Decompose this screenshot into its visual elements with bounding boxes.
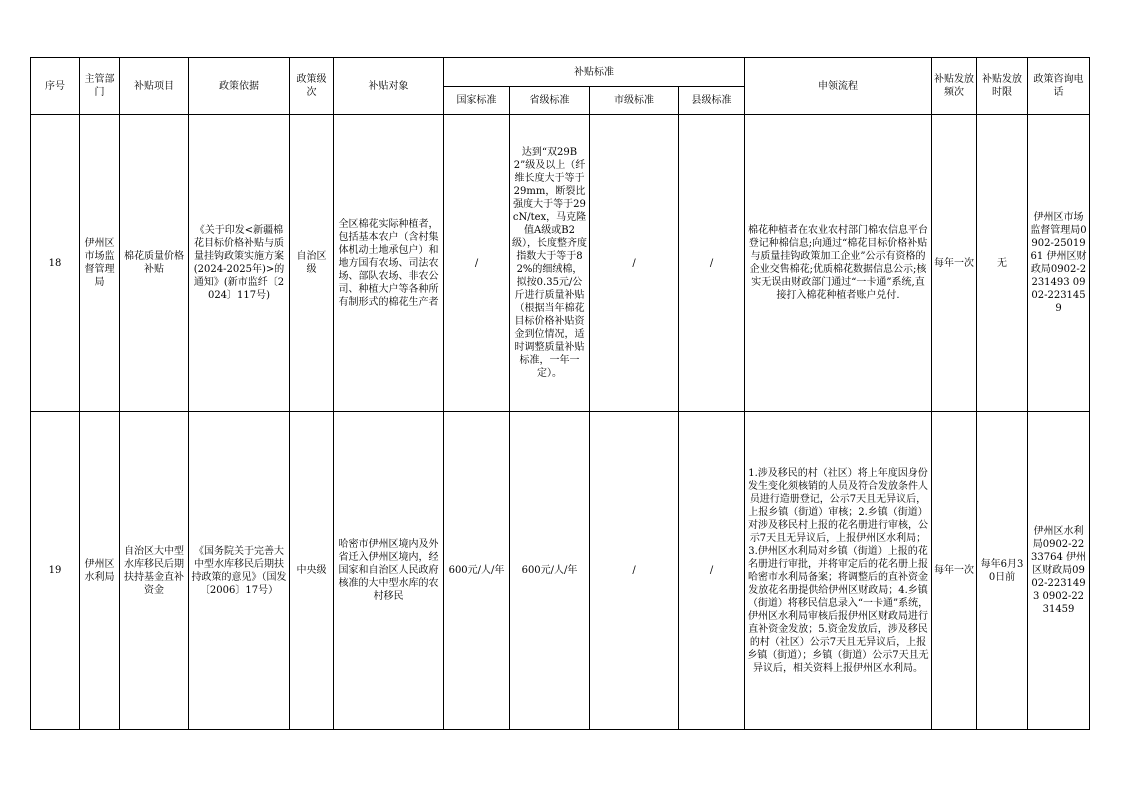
header-dept: 主管部门 [80,58,120,115]
header-standard: 补贴标准 [444,58,745,87]
header-seq: 序号 [31,58,80,115]
header-deadline: 补贴发放时限 [977,58,1028,115]
header-level: 政策级次 [290,58,334,115]
cell-basis: 《国务院关于完善大中型水库移民后期扶持政策的意见》（国发〔2006〕17号） [189,412,290,730]
header-basis: 政策依据 [189,58,290,115]
table-row [31,115,1090,412]
cell-project: 自治区大中型水库移民后期扶持基金直补资金 [120,412,189,730]
cell-target: 哈密市伊州区境内及外省迁入伊州区境内，经国家和自治区人民政府核准的大中型水库的农村移民 [334,412,444,730]
cell-contact: 伊州区市场监督管理局0902-2501961 伊州区财政局0902-2231493 0902-2231459 [1028,115,1090,412]
header-county: 县级标准 [679,87,745,115]
cell-national: / [444,115,510,412]
cell-process: 棉花种植者在农业农村部门棉农信息平台登记种棉信息;向通过“棉花目标价格补贴与质量挂钩政策加工企业”公示有资格的企业交售棉花;优质棉花数据信息公示;核实无误由财政部门通过“一卡通”系统,直接打入棉花种植者账户兑付. [745,115,932,412]
cell-seq: 19 [31,412,80,730]
header-provincial: 省级标准 [510,87,590,115]
cell-dept: 伊州区水利局 [80,412,120,730]
header-row-1 [31,58,1090,87]
table-row [31,412,1090,730]
cell-level: 中央级 [290,412,334,730]
cell-target: 全区棉花实际种植者，包括基本农户（含村集体机动土地承包户）和地方国有农场、司法农场、部队农场、非农公司、种植大户等各种所有制形式的棉花生产者 [334,115,444,412]
cell-project: 棉花质量价格补贴 [120,115,189,412]
subsidy-table [30,57,1090,730]
cell-frequency: 每年一次 [932,412,977,730]
cell-city: / [590,115,679,412]
cell-basis: 《关于印发<新疆棉花目标价格补贴与质量挂钩政策实施方案(2024-2025年)>的通知》(新市监纤〔2024〕117号) [189,115,290,412]
cell-process: 1.涉及移民的村（社区）将上年度因身份发生变化须核销的人员及符合发放条件人员进行造册登记，公示7天且无异议后，上报乡镇（街道）审核；2.乡镇（街道）对涉及移民村上报的花名册进行审核，公示7天且无异议后，上报伊州区水利局；3.伊州区水利局对乡镇（街道）上报的花名册进行审批，并将审定后的花名册上报哈密市水利局备案；将调整后的直补资金发放花名册提供给伊州区财政局；4.乡镇（街道）将移民信息录入“一卡通”系统，伊州区水利局审核后报伊州区财政局进行直补资金发放；5.资金发放后，涉及移民的村（社区）公示7天且无异议后，上报乡镇（街道）；乡镇（街道）公示7天且无异议后，相关资料上报伊州区水利局。 [745,412,932,730]
header-contact: 政策咨询电话 [1028,58,1090,115]
cell-frequency: 每年一次 [932,115,977,412]
cell-dept: 伊州区市场监督管理局 [80,115,120,412]
cell-county: / [679,412,745,730]
cell-deadline: 每年6月30日前 [977,412,1028,730]
cell-deadline: 无 [977,115,1028,412]
header-city: 市级标准 [590,87,679,115]
cell-county: / [679,115,745,412]
header-process: 申领流程 [745,58,932,115]
cell-level: 自治区级 [290,115,334,412]
cell-contact: 伊州区水利局0902-2233764 伊州区财政局0902-2231493 0902-2231459 [1028,412,1090,730]
header-frequency: 补贴发放频次 [932,58,977,115]
cell-provincial: 600元/人/年 [510,412,590,730]
cell-provincial: 达到“双29B2”级及以上（纤维长度大于等于29mm，断裂比强度大于等于29cN/tex，马克隆值A级或B2级），长度整齐度指数大于等于82%的细绒棉，拟按0.35元/公斤进行质量补贴（根据当年棉花目标价格补贴资金到位情况，适时调整质量补贴标准，一年一定）。 [510,115,590,412]
cell-seq: 18 [31,115,80,412]
cell-city: / [590,412,679,730]
header-target: 补贴对象 [334,58,444,115]
cell-national: 600元/人/年 [444,412,510,730]
header-project: 补贴项目 [120,58,189,115]
header-national: 国家标准 [444,87,510,115]
